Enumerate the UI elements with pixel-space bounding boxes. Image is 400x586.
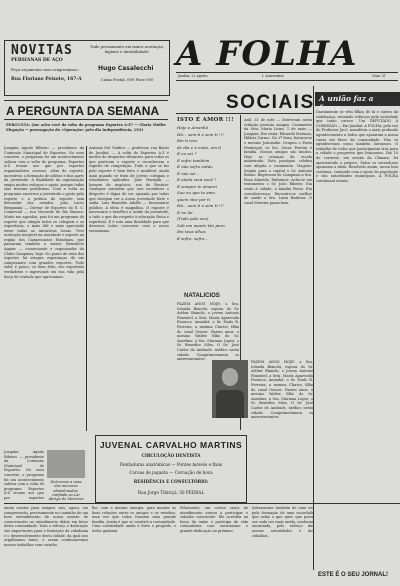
juvenal-ad xyxy=(95,435,247,503)
right-headline-box xyxy=(315,92,400,112)
natalicios-title: NATALICIOS xyxy=(184,293,220,299)
portrait-body xyxy=(216,390,244,418)
masthead-date: Jundiaí, 22 Agosto xyxy=(178,74,208,78)
left-column-2: Antonio Del Guidice — professor, rua Barão de Jundiaí: — A volta do Esportes A-Z é motivo de desportos vibrantes, para todos os que praticam o esporte e reconhecem o espírito de competição. Tudo o que se faz pelo esporte é bem feito e saudável, ainda mais quando se trata de jovens colegiais e estudantes aplicados. João Hornyák — homem de negócios, rua do Rosário: Qualquer iniciativa que vise incentivar o desporto é digna de ser apoiada por todos que desejam ver a nossa juventude forte e sadia. Luiz Benedito Adolfo — funcionário público: A ideia é magnífica. O esporte é necessário e benéfico à saúde da juventude, a tudo o que diz respeito à educação física e espiritual. E é esta uma finalidade para que devemos todos concorrer com o nosso entusiasmo. xyxy=(89,146,169,233)
left-column-1: Joaquim Agudo Ribeiro — presidente da Comissão Municipal de Esportes: No meu conceito, o programa foi um acontecimento salutar com a volta do programa. Esportes A-Z trouxe aos que por esportes organizadores sucesso, além do esporte, incentivou a formação de atletas e boa parte da juventude. A finalidade da organização exigiu muitos esforços e apoio, porque todas elas tiveram problemas. Com a volta ao programa encerrou a juventude o gosto pelo esporte e a prática do esporte sem descuidar dos estudos. João Lacer Bergamini — Diretor de Esportes do E. C. Comercial — rua Visconde de Rio Branco: Muito me agradou, pois foi um programa de esporte que atingiu todos os colegiais e os esportistas, o mais útil e mais apreciado entre todas as iniciativas locais. Teve aceitação inegável na mocidade e esporte na região dos Campeonatos Estaduais, que passaram também a existir. Benedicto Aguiar — comerciante e organizador do Clube Campinas; hoje: No ponto de vista dos esportes há sempre esperanças de um campeonato com grandes esportes. Todo valor é pouco, se bem feito, seu esportista verdadeiro e ingressará em sua vida pela força de vontade que apreciamos. xyxy=(4,146,84,279)
left-headline: A PERGUNTA DA SEMANA xyxy=(6,104,160,118)
left-question: PERGUNTA: Que acha você da volta do programa Esportes A-Z? — Gloria Muller Elegoção — prorrogação do «Operação» pelo dia Independência, 1921 xyxy=(6,123,166,132)
bottom-right-headline: ESTE É O SEU JORNAL! xyxy=(318,572,389,578)
masthead-edition: I. Aniversário xyxy=(262,74,284,78)
left-bottom-text: ainda estaria para sempre, nós, agora, em compreensão, precisamente no caminho de um bom entendimento de nossa missão de comerciantes no atendimento diário em favor desta comunidade. Todo o esforço e dedicação são importantes para a formação da cidadania e o desenvolvimento desta cidade, da qual nos orgulhamos tanto, e assim continuaremos nossos trabalhos com carinho. xyxy=(4,506,88,547)
novitas-phone: Caixa Postal, 000 Fone 000 xyxy=(101,77,154,82)
poem-line: Sob um manto tão puro xyxy=(177,222,225,228)
right-divider xyxy=(313,86,314,570)
natalicios-text: FAZEM ANOS HOJE: a Sra. Iolanda Bianchi, esposa do Sr. Arthur Bianchi, o jovem Antonio Pimentel, a Srta. Maria Aparecida Fonseca. Amanhã: o Sr. Paulo R. Ferreira, a menina Clarice, filha do casal Gomes. Fazem anos: o menino Walter, filho do Sr. Anselmo; a Sra. Mariana Lopes; o Sr. Benedito Silva. O Dr. José Carlos de Andrade, médico nesta cidade. Cumprimentamos os aniversariantes. xyxy=(177,302,239,362)
juvenal-line-5: Rua Jorge Tibiriçá, 50 PEDRAL xyxy=(137,490,205,495)
portrait-face xyxy=(222,368,238,386)
masthead-rule-bottom xyxy=(176,80,398,81)
poem-line: E sofro também xyxy=(177,157,210,163)
juvenal-line-3: Coroas de jaqueta — Coroação de boca xyxy=(129,470,213,475)
juvenal-line-4: RESIDÊNCIA E CONSULTÓRIO: xyxy=(133,479,209,484)
left-col-divider xyxy=(86,146,87,431)
poem-line: de dia e à noite, em ti xyxy=(177,144,222,150)
poem-line: E sofro, sofro... xyxy=(177,235,209,241)
poem-line: Há... sem ti e sem ti !!! xyxy=(177,131,224,137)
poem-line: Em ti vivo xyxy=(177,138,198,143)
poem-heading: ISTO É AMOR !!! xyxy=(177,117,234,123)
novitas-ad xyxy=(4,40,170,96)
poem-line: E não sei... xyxy=(177,170,200,176)
juvenal-line-1: CIRCULOÇÃO DENTISTA xyxy=(141,453,201,458)
poem-line: Hoje e Amanhã xyxy=(177,125,209,130)
poem-line: Em teus olhos xyxy=(177,229,206,234)
poem-line: E não sofro então xyxy=(177,164,213,169)
juvenal-line-2: Dentaduras anatômicas — Pontes móveis e fixas xyxy=(119,462,223,467)
sociais-rule xyxy=(176,113,312,114)
masthead-title: A FOLHA xyxy=(176,34,358,74)
masthead-bar xyxy=(176,73,396,79)
right-headline: A união faz a força... xyxy=(319,94,374,112)
left-headline-rule xyxy=(4,119,168,120)
poem-line: Sou eu que te amo xyxy=(177,190,215,195)
novitas-address: Rua Floriano Peixoto, 167-A xyxy=(11,77,82,82)
poem-line: quem vive por ti xyxy=(177,196,211,202)
poem xyxy=(177,125,239,242)
left-top-rule xyxy=(4,100,168,101)
poem-line: E sempre te amarei xyxy=(177,183,217,189)
novitas-subtitle: PERSIANAS DE AÇO xyxy=(11,58,63,63)
sociais-title: SOCIAIS xyxy=(226,92,315,113)
bottom-text-col4: toleramente também de uma vez pela formação de uma sociedade que saiba o que quer, que possa ser cada vez mais unida, conforme anunciada, pelo esforço das nossas autoridades e dos cidadãos. xyxy=(252,506,314,538)
novitas-title: NOVITAS xyxy=(11,43,73,58)
masthead-number: Num. 51 xyxy=(372,74,386,78)
right-column: Diariamente se vêm filhos de lá e outros da vizinhança, reunindo esforços pela sociedade que tanto carece. Um DEPUTADO À COMISSÃO — Em Jundiaí: A FOLHA, pela voz do Professor Jacó, manifesta o mais profundo agradecimento a todos que apoiaram a nossa causa em favor da comunidade. Não só agradecemos como também louvamos. O trabalho de todos que participaram traz para a cidade o progresso que buscamos. Dia 10 do corrente, em sessão da Câmara, foi apresentado o projeto. Todos os vereadores apoiaram a ideia. Resolvido assim, nossa luta continua, contando com o apoio da população e das autoridades municipais. A FOLHA continuará atenta. xyxy=(316,110,398,183)
novitas-rep-name: Hugo Casalecchi xyxy=(98,65,154,72)
bottom-text-col3: Felizmente, em certos casos de atendimento entrou a participar o cidadão consciente. Ele acredita na força da união e participa da vida comunitária com entusiasmo e grande dedicação ao próximo. xyxy=(180,506,248,533)
bottom-text-col2: lhe, com a mesma energia, para manter as boas relações entre os amigos e os vizinhos, uma vez que todos formam uma grande família. Assim é que se constrói a comunidade. Uma coletividade unida é forte e progride, e todos ganham. xyxy=(92,506,176,533)
left-column-1-cont: Joaquim Agudo Ribeiro — presidente da Comissão Municipal de Esportes: No meu conceito, o programa foi um acontecimento salutar com a volta do programa. Esportes A-Z trouxe aos que por esportes xyxy=(4,450,44,500)
poem-line: E no lar xyxy=(177,209,194,215)
flag-image xyxy=(47,450,85,478)
poem-line: (Tudo pelo seu) xyxy=(177,216,209,221)
juvenal-title: JUVENAL CARVALHO MARTINS xyxy=(99,440,243,450)
novitas-rep-label: Peça orçamento sem compromisso: xyxy=(11,67,79,72)
poem-line: E ainda será você ? xyxy=(177,177,217,182)
portrait-photo xyxy=(212,360,248,418)
social-notes: Aníl. 31 de mês — Estiveram nesta redação pessoas amigas. Casamento da Srta. Maria Luiza. 1 de maio — Joaquim. Em visita: Eduardo Mariano, Hilário Carmo. Na 2ª feira, batizou-se o menino Joãozinho. Ocupou o Posto Municipal, os Srs. Oscar Pereira e família. Nossos amigos são muitos. Hoje as crianças da escola ministrada. Esta paróquia celebra com alegria o casamento. Viagens: Seguiu para a capital o Sr. Antonio Bueno. Regressou de Campinas a Sra. Rosa Almeida. Enfermos: Acha-se em tratamento o Sr. João Ribeiro. Em visita à cidade, a família Perez. Em convalescença: Encontra-se melhor de saúde a Sra. Luiza Barbosa. O casal Moreira passa bem. xyxy=(244,118,312,205)
flag-caption: Detrocoos a casa dos menores abandonados, confiada ao Lar Abrigo de Menores xyxy=(48,480,84,502)
poem-line: Há... sem ti e sem ti !!! xyxy=(177,203,224,208)
novitas-tagline: Tudo permanente em maior aceitação, higiene e durabilidade! xyxy=(89,44,165,54)
poem-line: E eu sei ? xyxy=(177,151,197,156)
social-notes-cont: FAZEM ANOS HOJE: a Sra. Iolanda Bianchi, esposa do Sr. Arthur Bianchi, o jovem Antonio Pimentel, a Srta. Maria Aparecida Fonseca. Amanhã: o Sr. Paulo R. Ferreira, a menina Clarice, filha do casal Gomes. Fazem anos: o menino Walter, filho do Sr. Anselmo; a Sra. Mariana Lopes; o Sr. Benedito Silva. O Dr. José Carlos de Andrade, médico nesta cidade. Cumprimentamos os aniversariantes. xyxy=(251,360,313,420)
